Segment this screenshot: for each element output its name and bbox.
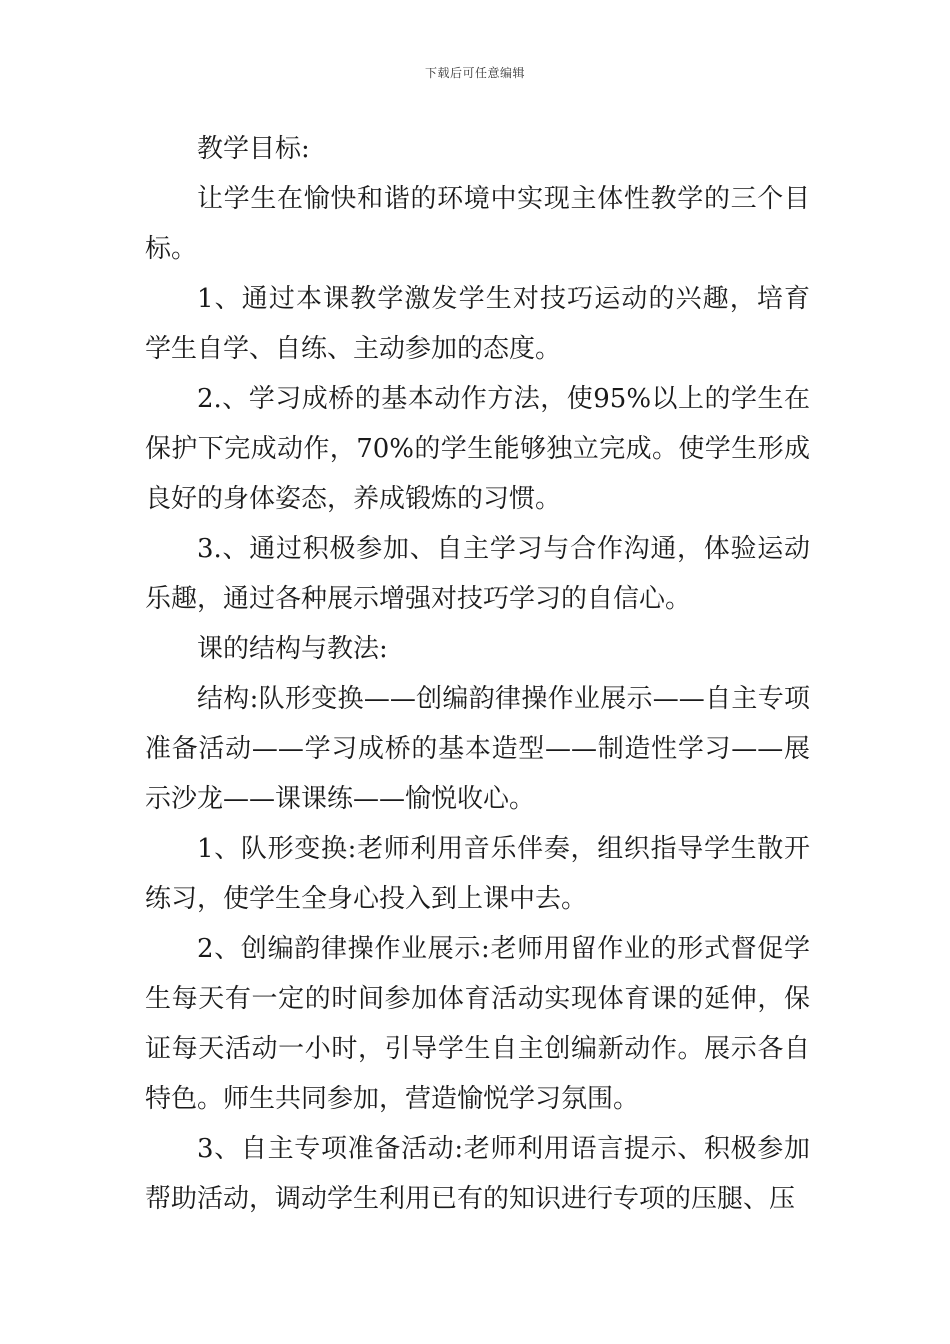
- document-body: [145, 124, 810, 1224]
- paragraph-structure-heading: 课的结构与教法:: [197, 634, 388, 664]
- paragraph-step-1: 1、队形变换:老师利用音乐伴奏，组织指导学生散开练习，使学生全身心投入到上课中去。: [145, 834, 810, 914]
- paragraph-structure: 结构:队形变换——创编韵律操作业展示——自主专项准备活动——学习成桥的基本造型——制造性学习——展示沙龙——课课练——愉悦收心。: [145, 684, 810, 814]
- paragraph-goals-intro: 让学生在愉快和谐的环境中实现主体性教学的三个目标。: [145, 184, 810, 264]
- paragraph-goal-1: 1、通过本课教学激发学生对技巧运动的兴趣，培育学生自学、自练、主动参加的态度。: [145, 284, 810, 364]
- paragraph-goal-3: 3.、通过积极参加、自主学习与合作沟通，体验运动乐趣，通过各种展示增强对技巧学习的自信心。: [145, 534, 810, 614]
- paragraph-goal-2: 2.、学习成桥的基本动作方法，使95%以上的学生在保护下完成动作，70%的学生能够独立完成。使学生形成良好的身体姿态，养成锻炼的习惯。: [145, 384, 810, 514]
- page-header: 下载后可任意编辑: [424, 66, 525, 80]
- paragraph-teaching-goals-heading: 教学目标:: [197, 134, 310, 164]
- paragraph-step-2: 2、创编韵律操作业展示:老师用留作业的形式督促学生每天有一定的时间参加体育活动实现体育课的延伸，保证每天活动一小时，引导学生自主创编新动作。展示各自特色。师生共同参加，营造愉悦学习氛围。: [145, 934, 810, 1114]
- paragraph-step-3: 3、自主专项准备活动:老师利用语言提示、积极参加帮助活动，调动学生利用已有的知识进行专项的压腿、压: [145, 1134, 810, 1214]
